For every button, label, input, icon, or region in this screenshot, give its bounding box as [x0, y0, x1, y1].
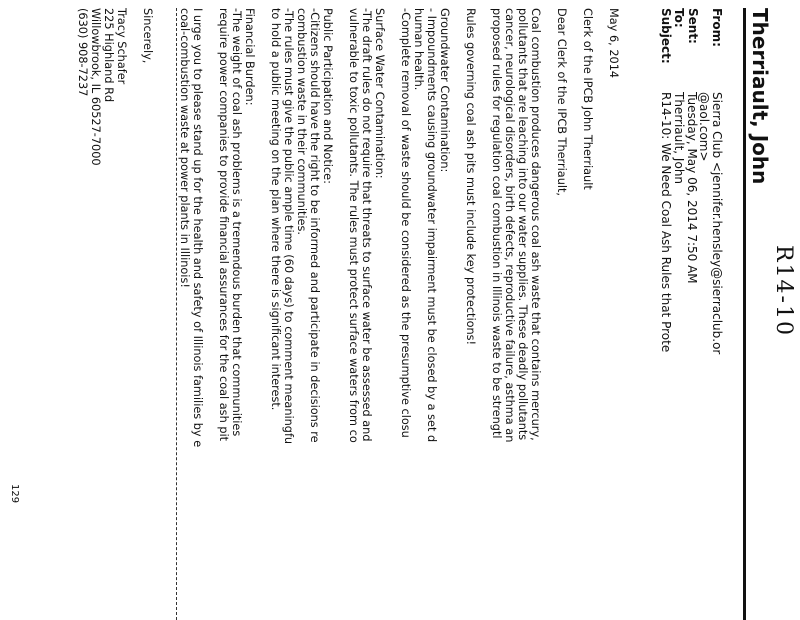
sender-name: Therriault, John: [748, 8, 772, 185]
header-divider: [743, 8, 746, 620]
section-line: human health.: [412, 8, 425, 91]
section-line: -Citizens should have the right to be informed and participate in decisions re: [308, 8, 321, 443]
signature-street: 225 Highland Rd: [102, 8, 115, 103]
letter-date: May 6, 2014: [607, 8, 620, 79]
intro-line: proposed rules for regulation coal combustion in Illinois waste to be strengtl: [490, 8, 503, 439]
section-line: - Impoundments causing groundwater impairment must be closed by a set d: [425, 8, 438, 443]
from-value-line-1: Sierra Club <jennifer.hensley@sierraclub.or: [710, 92, 724, 355]
section-line: -The weight of coal ash problems is a tremendous burden that communities: [230, 8, 243, 437]
intro-line: cancer, neurological disorders, birth defects, reproductive failure, asthma an: [503, 8, 516, 443]
section-heading: Groundwater Contamination:: [438, 8, 451, 173]
closing-line: I urge you to please stand up for the health and safety of Illinois families by e: [191, 8, 204, 448]
salutation: Dear Clerk of the IPCB Therriault,: [555, 8, 568, 197]
to-value: Therriault, John: [672, 92, 686, 185]
section-line: -The rules must give the public ample time (60 days) to comment meaningfu: [282, 8, 295, 445]
subject-label: Subject:: [659, 8, 673, 64]
dashed-divider: [176, 8, 177, 620]
from-value-line-2: @aol.com>: [697, 92, 711, 162]
section-heading: Public Participation and Notice:: [321, 8, 334, 184]
section-line: -The draft rules do not require that threats to surface water be assessed and: [360, 8, 373, 442]
signature-city: Willowbrook, IL 60527-7000: [89, 8, 102, 166]
to-label: To:: [672, 8, 686, 28]
section-heading: Surface Water Contamination:: [373, 8, 386, 179]
signoff: Sincerely,: [141, 8, 154, 64]
key-protections-line: Rules governing coal ash pits must include key protections!: [464, 8, 477, 346]
signature-name: Tracy Schafer: [115, 8, 128, 85]
signature-phone: (630) 908-7237: [76, 8, 89, 97]
section-line: combustion waste in their communities.: [295, 8, 308, 235]
document-id: R14-10: [771, 245, 796, 337]
from-label: From:: [710, 8, 724, 47]
section-line: require power companies to provide financial assurances for the coal ash pit: [217, 8, 230, 442]
recipient-line: Clerk of the IPCB John Therriault: [581, 8, 594, 190]
sent-label: Sent:: [686, 8, 700, 44]
section-line: to hold a public meeting on the plan where there is significant interest.: [269, 8, 282, 411]
page-number: 129: [9, 484, 20, 504]
section-line: vulnerable to toxic pollutants. The rules must protect surface waters from co: [347, 8, 360, 443]
intro-line: Coal combustion produces dangerous coal ash waste that contains mercury,: [529, 8, 542, 441]
closing-line: coal-combustion waste at power plants in Illinois!: [178, 8, 191, 288]
intro-line: pollutants that are leaching into our water supplies. These deadly pollutants: [516, 8, 529, 441]
sent-value: Tuesday, May 06, 2014 7:50 AM: [685, 92, 699, 284]
section-heading: Financial Burden:: [243, 8, 256, 106]
subject-value: R14-10: We Need Coal Ash Rules that Prote: [659, 92, 673, 353]
section-line: -Complete removal of waste should be considered as the presumptive closu: [399, 8, 412, 438]
